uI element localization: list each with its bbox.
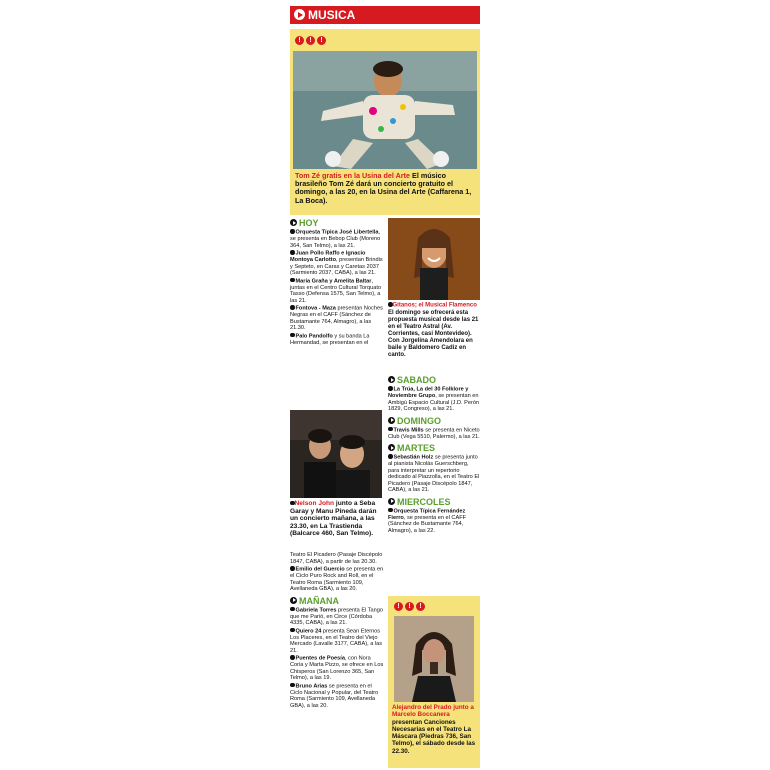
right-column bbox=[388, 372, 480, 535]
bullet-icon bbox=[290, 250, 295, 255]
alejandro-box bbox=[388, 596, 480, 768]
bullet-icon bbox=[290, 655, 295, 660]
listing-entry: Orquesta Típica José Libertella, se presenta en Bebop Club (Moreno 364, San Telmo), a las 21. bbox=[290, 229, 381, 249]
music-listings-page bbox=[290, 6, 480, 766]
left-column bbox=[290, 215, 384, 347]
nelson-john-photo bbox=[290, 410, 382, 498]
bullet-icon bbox=[290, 683, 295, 688]
gitanos-photo bbox=[388, 218, 480, 300]
arrow-icon bbox=[290, 597, 297, 604]
left-column-continued bbox=[290, 552, 384, 710]
listing-entry: Quiero 24 presenta Sean Eternos Los Placeres, en el Teatro del Viejo Mercado (Lavalle 3177, CABA), a las 21. bbox=[290, 628, 383, 654]
tom-ze-photo bbox=[293, 51, 477, 169]
alejandro-photo bbox=[394, 616, 474, 702]
bullet-icon bbox=[290, 628, 295, 633]
listing-entry: Puentes de Poesía, con Nora Coria y Marta Pizzo, se ofrece en Los Chisperos (San Lorenzo 365, San Telmo), a las 19. bbox=[290, 655, 384, 681]
listing-entry: Sebastián Holz se presenta junto al pianista Nicolás Guerschberg, para interpretar un repertorio dedicado al Piazzolla, en el Teatro El Picadero (Pasaje Discépolo 1847, CABA), a las 21. bbox=[388, 454, 480, 493]
alejandro-caption: Alejandro del Prado junto a Marcelo Boccanera presentan Canciones Necesarias en el Teatro La Máscara (Piedras 736, San Telmo), el sábado desde las 22.30. bbox=[392, 704, 476, 755]
listing-entry: Fontova - Maza presentan Noches Negras en el CAFF (Sánchez de Bustamante 764, Almagro), a las 21.30. bbox=[290, 305, 383, 331]
featured-caption-headline: Tom Zé gratis en la Usina del Arte bbox=[295, 171, 411, 180]
bullet-icon bbox=[290, 566, 295, 571]
bullet-icon bbox=[290, 229, 295, 234]
listing-entry: Travis Mills se presenta en Niceto Club (Vega 5510, Palermo), a las 21. bbox=[388, 427, 480, 440]
section-header bbox=[290, 6, 480, 24]
listing-entry: Orquesta Típica Fernández Fierro, se presenta en el CAFF (Sánchez de Bustamante 764, Almagro), a las 22. bbox=[388, 508, 467, 534]
gitanos-caption: Gitanos; el Musical Flamenco El domingo se ofrecerá esta propuesta musical desde las 21 en el Teatro Astral (Av. Corrientes, casi Montevideo). Con Jorgelina Amendolara en baile y Baldomero Cadiz en canto. bbox=[388, 302, 479, 358]
listing-entry: Palo Pandolfo y su banda La Hermandad, se presentan en el bbox=[290, 333, 370, 346]
listing-entry: Juan Pollo Raffo e Ignacio Montoya Carlotto, presentan Brindis y Septeto, en Caras y Caretas 2037 (Sarmiento 2037, CABA), a las 21. bbox=[290, 250, 383, 276]
bullet-icon bbox=[290, 278, 295, 283]
bullet-icon bbox=[388, 427, 393, 432]
bullet-icon bbox=[290, 305, 295, 310]
bullet-icon bbox=[290, 333, 295, 338]
day-heading-manana: MAÑANA bbox=[290, 596, 384, 607]
day-heading-miercoles: MIERCOLES bbox=[388, 497, 480, 508]
arrow-icon bbox=[388, 376, 395, 383]
listing-entry: Teatro El Picadero (Pasaje Discépolo 1847, CABA), a partir de las 20.30. bbox=[290, 552, 383, 565]
listing-entry: Gabriela Torres presenta El Tango que me Parió, en Circe (Córdoba 4335, CABA), a las 21. bbox=[290, 607, 383, 626]
badge-dot-icon: ! bbox=[295, 36, 304, 45]
arrow-icon bbox=[388, 444, 395, 451]
bullet-icon bbox=[388, 386, 393, 391]
featured-caption bbox=[295, 172, 475, 205]
badge-dot-icon: ! bbox=[405, 602, 414, 611]
section-title: MUSICA bbox=[308, 8, 356, 22]
nelson-john-caption: Nelson John junto a Seba Garay y Manu Pineda darán un concierto mañana, a las 23.30, en La Trastienda (Balcarce 460, San Telmo). bbox=[290, 500, 377, 538]
highlight-badge bbox=[295, 36, 326, 45]
badge-dot-icon: ! bbox=[317, 36, 326, 45]
arrow-icon bbox=[388, 498, 395, 505]
listing-entry: Bruno Arias se presenta en el Ciclo Nacional y Popular, del Teatro Roma (Sarmiento 109, Avellaneda GBA), a las 20. bbox=[290, 683, 379, 709]
day-heading-domingo: DOMINGO bbox=[388, 416, 480, 427]
listing-entry: La Trúa, La del 30 Folklore y Noviembre Grupo, se presentan en Ambigú Espacio Cultural (J.D. Perón 1829, Congreso), a las 21. bbox=[388, 386, 480, 412]
arrow-icon bbox=[290, 219, 297, 226]
badge-dot-icon: ! bbox=[306, 36, 315, 45]
badge-dot-icon: ! bbox=[416, 602, 425, 611]
day-heading-martes: MARTES bbox=[388, 443, 480, 454]
featured-box bbox=[290, 29, 480, 215]
arrow-icon bbox=[388, 417, 395, 424]
day-heading-sabado: SABADO bbox=[388, 375, 480, 386]
badge-dot-icon: ! bbox=[394, 602, 403, 611]
bullet-icon bbox=[290, 607, 295, 612]
listing-entry: María Graña y Amelita Baltar, juntas en el Centro Cultural Torquato Tasso (Defensa 1575, San Telmo), a las 21. bbox=[290, 278, 382, 304]
play-icon bbox=[294, 9, 305, 20]
highlight-badge bbox=[394, 602, 425, 611]
bullet-icon bbox=[388, 508, 393, 513]
bullet-icon bbox=[388, 454, 393, 459]
day-heading-hoy: HOY bbox=[290, 218, 384, 229]
listing-entry: Emilio del Guercio se presenta en el Ciclo Puro Rock and Roll, en el Teatro Roma (Sarmiento 109, Avellaneda GBA), a las 20. bbox=[290, 566, 384, 592]
featured-caption-body: El músico brasileño Tom Zé dará un concierto gratuito el domingo, a las 20, en la Usina del Arte (Caffarena 1, La Boca). bbox=[295, 171, 472, 205]
